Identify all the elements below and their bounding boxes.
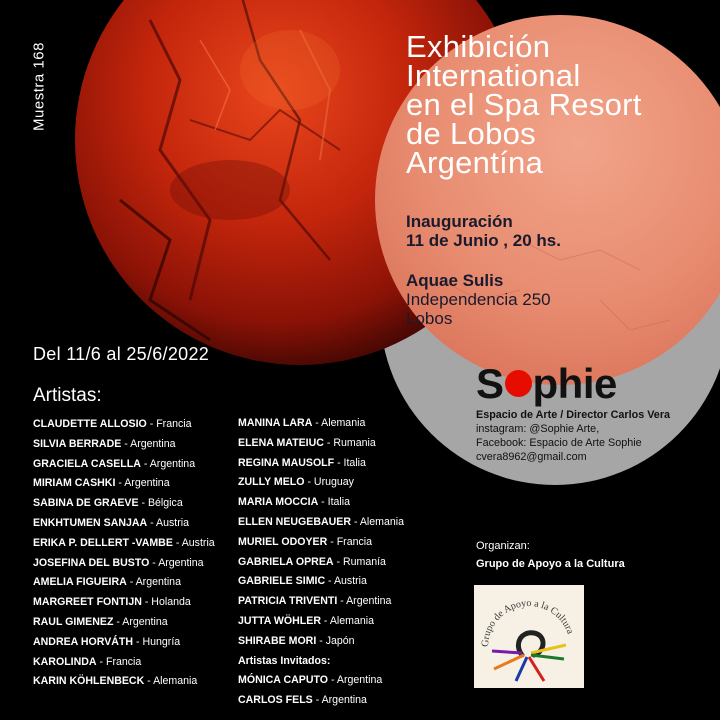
artist-name: SABINA DE GRAEVE [33,497,139,510]
sophie-instagram: instagram: @Sophie Arte, [476,423,600,435]
artist-country: - Alemania [144,675,198,688]
artist-row [238,454,404,474]
artist-name: ENKHTUMEN SANJAA [33,516,148,529]
inauguration-info [406,212,561,250]
artist-country: - Francia [96,655,142,668]
artist-country: - Rumanía [333,555,386,568]
organizer-name: Grupo de Apoyo a la Cultura [476,558,625,570]
artist-name: GABRIELE SIMIC [238,575,326,588]
artist-country: - Argentina [121,437,176,450]
artist-name: SHIRABE MORI [238,634,317,647]
artist-country: - Austria [172,536,215,549]
artist-row [238,493,404,513]
logo-arc-text: Grupo de Apoyo a la Cultura [479,597,576,648]
artists-column-2 [238,414,404,711]
artist-row [33,514,215,534]
artist-name: REGINA MAUSOLF [238,456,335,469]
sophie-tagline: Espacio de Arte / Director Carlos Vera [476,409,671,421]
artist-name: GRACIELA CASELLA [33,457,141,470]
artist-name: ZULLY MELO [238,476,305,489]
artist-country: - Francia [327,535,373,548]
artist-country: - Argentina [140,457,196,470]
artist-row [33,534,215,554]
artist-row [238,473,404,493]
artist-row [33,672,215,692]
artist-country: - Argentina [113,615,168,628]
artist-country: - Argentina [149,556,204,569]
artist-country: - Austria [325,575,367,588]
organizers-label: Organizan: [476,540,530,552]
artist-row [238,592,404,612]
artist-country: - Francia [146,418,192,430]
title-line: de Lobos [406,116,536,151]
sophie-email: cvera8962@gmail.com [476,451,587,463]
sophie-contact [476,408,670,464]
artist-row [238,612,404,632]
artist-row [33,653,215,673]
artist-name: ELLEN NEUGEBAUER [238,515,352,528]
artist-name: PATRICIA TRIVENTI [238,595,338,608]
artist-row [238,414,404,434]
title-line: en el Spa Resort [406,87,642,122]
artist-name: KARIN KÖHLENBECK [33,675,145,688]
artist-row [238,553,404,573]
artist-country: - Bélgica [138,497,183,510]
venue-name: Aquae Sulis [406,271,504,290]
artist-country: - Alemania [312,417,366,429]
inauguration-date: 11 de Junio , 20 hs. [406,231,561,250]
artist-row [33,494,215,514]
invited-artists-heading: Artistas Invitados: [238,654,331,667]
artist-country: - Japón [316,634,355,647]
artist-row [33,455,215,475]
exhibition-title [406,29,716,180]
venue-address: Independencia 250 [406,290,551,309]
organizers [476,540,625,570]
artist-row [33,613,215,633]
red-dot-icon [505,370,532,397]
invited-artist-row [238,671,404,691]
artist-name: AMELIA FIGUEIRA [33,576,127,589]
logo-letter: S [476,360,504,407]
inauguration-label: Inauguración [406,212,513,231]
artist-row [33,435,215,455]
artist-row [238,434,404,454]
venue-info [406,271,551,328]
artist-name: MURIEL ODOYER [238,535,328,548]
artist-country: - Hungría [133,635,181,648]
artist-name: KAROLINDA [33,655,97,668]
artist-row [33,573,215,593]
artists-heading: Artistas: [33,385,102,406]
artist-row [238,572,404,592]
artist-country: - Argentina [312,694,367,707]
artist-name: SILVIA BERRADE [33,437,122,450]
artist-row [33,633,215,653]
artist-country: - Italia [318,496,351,509]
artist-name: MARGREET FONTIJN [33,596,142,609]
artist-country: - Italia [334,456,366,469]
artist-name: RAUL GIMENEZ [33,615,114,628]
artist-row [33,415,215,435]
side-label: Muestra 168 [30,42,48,131]
grupo-apoyo-logo [474,585,584,688]
artist-name: JUTTA WÖHLER [238,614,321,627]
exhibition-dates: Del 11/6 al 25/6/2022 [33,344,210,364]
artist-name: ELENA MATEIUC [238,436,324,449]
artist-country: - Rumania [323,436,376,449]
invited-artist-row [238,691,404,711]
artist-name: JOSEFINA DEL BUSTO [33,556,150,569]
sophie-facebook: Facebook: Espacio de Arte Sophie [476,437,642,449]
artist-country: - Argentina [328,674,383,687]
artist-country: - Argentina [126,576,181,589]
artist-country: - Holanda [141,596,191,609]
artist-country: - Uruguay [304,476,354,489]
artist-row [33,554,215,574]
title-line: Exhibición [406,29,551,64]
artist-row [238,632,404,652]
title-line: Argentína [406,145,544,180]
artist-name: CLAUDETTE ALLOSIO [33,418,147,430]
artist-name: ERIKA P. DELLERT -VAMBE [33,536,173,549]
artists-column-1 [33,415,215,692]
artist-name: ANDREA HORVÁTH [33,635,134,648]
venue-city: Lobos [406,309,453,328]
artist-row [238,513,404,533]
logo-letters: phie [532,360,617,407]
artist-country: - Austria [147,516,189,529]
artist-country: - Argentina [337,595,392,608]
artist-country: - Argentina [115,477,170,490]
artist-name: MANINA LARA [238,417,313,429]
artist-name: MARIA MOCCIA [238,496,319,509]
title-line: International [406,58,581,93]
artist-row [33,474,215,494]
artist-name: GABRIELA OPREA [238,555,334,568]
artist-name: CARLOS FELS [238,694,313,707]
artist-country: - Alemania [320,614,374,627]
artist-name: MIRIAM CASHKI [33,477,116,490]
artist-row [33,593,215,613]
sophie-logo [476,360,617,408]
artist-row [238,533,404,553]
artist-name: MÓNICA CAPUTO [238,674,329,687]
artist-country: - Alemania [351,515,405,528]
